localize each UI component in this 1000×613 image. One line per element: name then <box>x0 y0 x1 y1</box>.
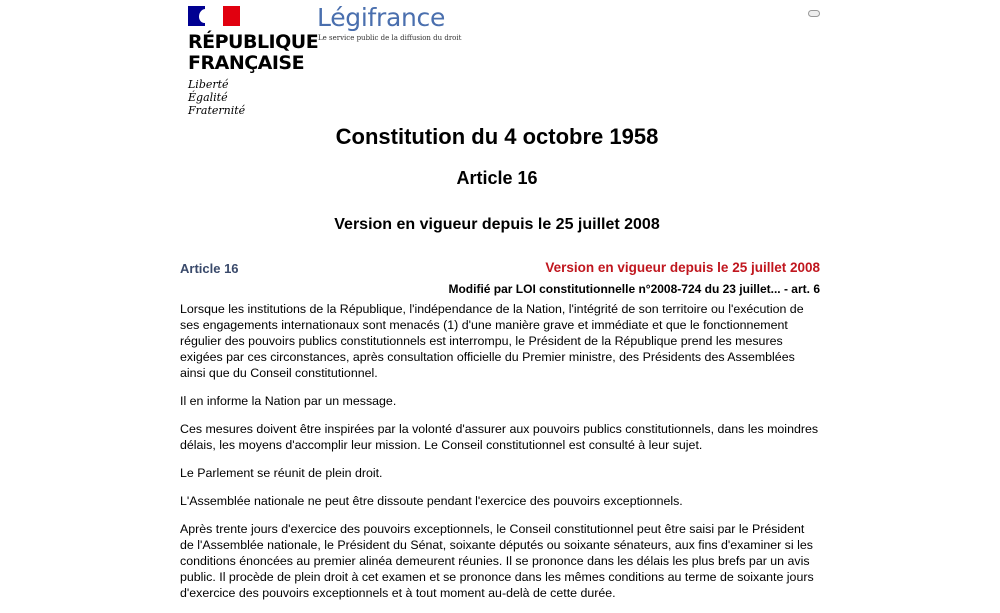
version-title: Version en vigueur depuis le 25 juillet 2008 <box>334 216 660 233</box>
article-paragraph: Après trente jours d'exercice des pouvoirs exceptionnels, le Conseil constitutionnel peut être saisi par le Président de l'Assemblée nationale, le Président du Sénat, soixante députés ou soixante sénateurs, aux fins d'examiner si les conditions énoncées au premier alinéa demeurent réunies. Il se prononce dans les délais les plus brefs par un avis public. Il procède de plein droit à cet examen et se prononce dans les mêmes conditions au terme de soixante jours d'exercice des pouvoirs exceptionnels et à tout moment au-delà de cette durée. <box>180 522 814 600</box>
article-version-note: Version en vigueur depuis le 25 juillet 2008 <box>545 260 820 275</box>
legifrance-logo[interactable]: Légifrance <box>317 3 446 32</box>
motto-fraternite: Fraternité <box>188 104 246 117</box>
motto-liberte: Liberté <box>188 78 229 91</box>
republique-motto <box>188 78 313 117</box>
republique-francaise-name <box>188 31 319 74</box>
article-paragraph: Lorsque les institutions de la République, l'indépendance de la Nation, l'intégrité de son territoire ou l'exécution de ses engagements internationaux sont menacés (1) d'une manière grave et immédiate et que le fonctionnement régulier des pouvoirs publics constitutionnels est interrompu, le Président de la République prend les mesures exigées par ces circonstances, après consultation officielle du Premier ministre, des Présidents des Assemblées ainsi que du Conseil constitutionnel. <box>180 302 804 380</box>
article-modification-link[interactable]: Modifié par LOI constitutionnelle n°2008-724 du 23 juillet... - art. 6 <box>448 282 820 296</box>
article-paragraph: Ces mesures doivent être inspirées par la volonté d'assurer aux pouvoirs publics constitutionnels, dans les moindres délais, les moyens d'accomplir leur mission. Le Conseil constitutionnel est consulté à leur sujet. <box>180 422 819 452</box>
article-paragraph: Le Parlement se réunit de plein droit. <box>180 466 383 480</box>
motto-egalite: Égalité <box>188 91 228 104</box>
article-body <box>180 301 820 613</box>
article-paragraph: L'Assemblée nationale ne peut être dissoute pendant l'exercice des pouvoirs exceptionnels. <box>180 494 683 508</box>
article-title: Article 16 <box>456 168 538 188</box>
republique-line-2: FRANÇAISE <box>188 52 305 74</box>
document-title: Constitution du 4 octobre 1958 <box>335 124 659 149</box>
legifrance-tagline: Le service public de la diffusion du droit <box>318 34 462 42</box>
article-label: Article 16 <box>180 261 239 276</box>
marianne-flag-icon <box>188 6 240 26</box>
republique-francaise-logo[interactable] <box>188 6 319 117</box>
republique-line-1: RÉPUBLIQUE <box>188 31 319 53</box>
article-paragraph: Il en informe la Nation par un message. <box>180 394 397 408</box>
toggle-icon[interactable] <box>808 10 820 17</box>
